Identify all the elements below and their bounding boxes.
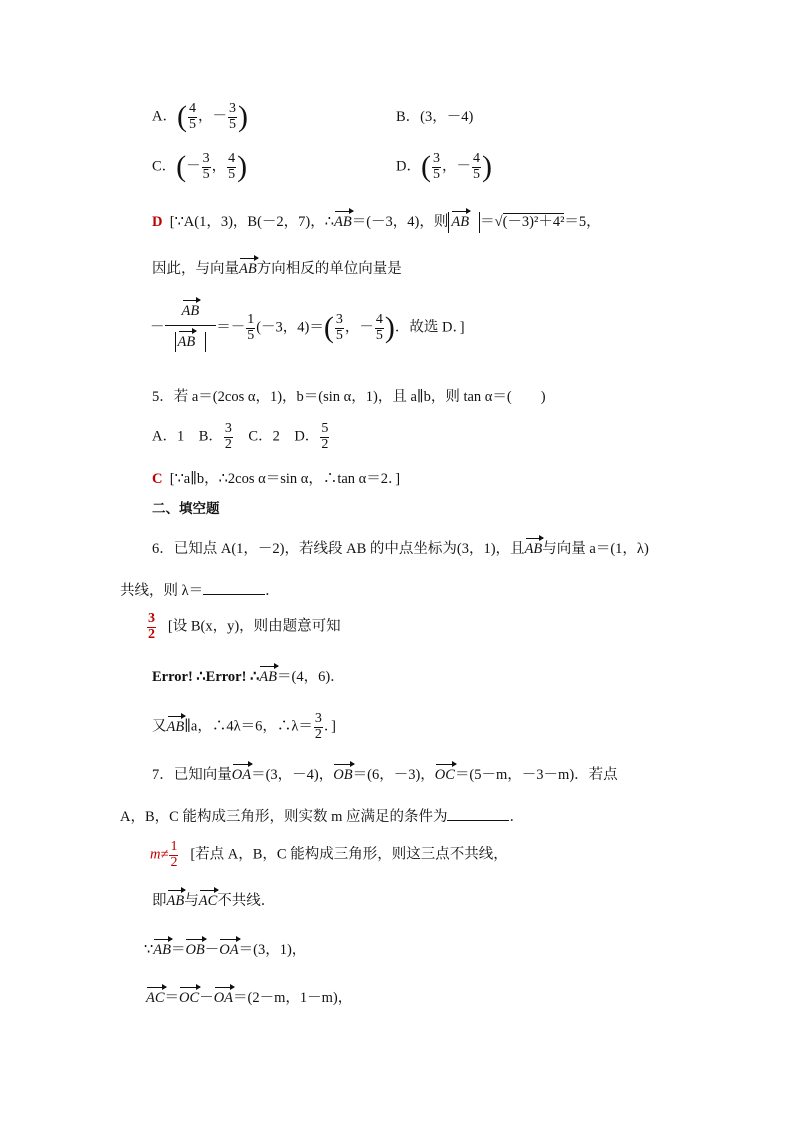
separator: ， [211, 158, 227, 175]
denominator: 5 [472, 166, 480, 182]
text: － [204, 942, 220, 958]
numerator: 3 [224, 421, 232, 436]
q6-solution-line3 [152, 712, 336, 742]
denominator: 5 [247, 327, 255, 343]
text: ＝(3，1)， [238, 942, 307, 958]
fraction [188, 102, 197, 132]
text: ∥a，∴4λ＝6，∴λ＝ [184, 718, 313, 735]
numerator: 3 [202, 151, 210, 166]
denominator: 2 [224, 436, 232, 452]
text: 与向量 a＝(1，λ) [542, 541, 649, 557]
q4-solution-line3 [150, 304, 465, 352]
vector-ab: AB [451, 214, 470, 230]
q6-solution-line2 [152, 670, 345, 685]
answer-blank [203, 582, 265, 595]
denominator: 5 [335, 327, 343, 343]
q4-option-b: B．(3，－4) [396, 109, 474, 125]
vector-oa: OA [231, 767, 252, 783]
abs-value [175, 332, 207, 353]
q4-solution-line2 [152, 262, 402, 277]
q7-solution-line3 [144, 943, 306, 958]
vector-ab: AB [166, 893, 185, 909]
error-text: Error! ∴Error! ∴ [152, 669, 260, 685]
fraction [472, 152, 481, 182]
vector-ob: OB [333, 767, 353, 783]
left-paren: ( [323, 311, 334, 344]
vector-ab: AB [259, 669, 278, 685]
minus: － [150, 319, 165, 336]
answer-fraction [169, 840, 178, 870]
q5-stem: 5．若 a＝(2cos α，1)，b＝(sin α，1)，且 a∥b，则 tan α＝( ) [152, 389, 546, 405]
numerator [176, 304, 206, 325]
sqrt-icon: √ [494, 214, 503, 230]
text: ．] [323, 718, 337, 735]
text: [∵A(1，3)，B(－2，7)，∴ [169, 214, 334, 230]
denominator: 2 [170, 854, 178, 870]
denominator: 2 [314, 726, 322, 742]
vector-ac: AC [198, 893, 218, 909]
left-paren: ( [176, 100, 187, 134]
text: ＝(4，6)． [277, 669, 345, 685]
text: 方向相反的单位向量是 [256, 261, 402, 277]
text: 6．已知点 A(1，－2)，若线段 AB 的中点坐标为(3，1)，且 [152, 541, 525, 557]
right-paren: ) [237, 150, 248, 184]
q4-option-a [152, 102, 248, 132]
numerator: 4 [472, 151, 480, 166]
q5-solution [152, 472, 400, 487]
vector-ab: AB [333, 214, 352, 230]
option-label: C． [152, 158, 177, 175]
text: 与 [184, 893, 199, 909]
vector-ab: AB [166, 718, 185, 735]
text: C．2 D． [233, 428, 320, 445]
fraction [320, 422, 329, 452]
vector-ab: AB [181, 303, 200, 319]
right-paren: ) [481, 150, 492, 184]
text: 即 [152, 893, 167, 909]
denominator: 2 [321, 436, 329, 452]
q7-solution-line4 [146, 991, 352, 1006]
fraction [314, 712, 323, 742]
text: ．故选 D．] [394, 319, 465, 336]
denominator: 5 [228, 166, 236, 182]
right-paren: ) [237, 100, 248, 134]
right-paren: ) [384, 311, 395, 344]
fraction [228, 102, 237, 132]
text: A．1 B． [152, 428, 223, 445]
text: 不共线． [217, 893, 276, 909]
option-label: D． [396, 158, 421, 175]
text: 因此，与向量 [152, 261, 239, 277]
text: ＝(－3，4)，则 [351, 214, 449, 230]
numerator: 3 [314, 711, 322, 726]
text: 又 [152, 718, 167, 735]
unit-vector-fraction [165, 304, 217, 352]
separator: ，－ [344, 319, 374, 336]
fraction [224, 422, 233, 452]
minus: － [186, 158, 201, 175]
text: (－3，4)＝ [256, 319, 324, 336]
vector-oc: OC [434, 767, 455, 783]
q7-solution-line2 [152, 894, 275, 909]
numerator: 3 [432, 151, 440, 166]
q6-solution-line1 [146, 612, 341, 642]
text: ＝(6，－3)， [352, 767, 435, 783]
text: ＝5， [564, 214, 601, 230]
fraction [202, 152, 211, 182]
fraction [375, 313, 384, 343]
answer-text: m≠ [150, 846, 169, 863]
text: 共线，则 λ＝ [120, 583, 204, 599]
fraction [335, 313, 344, 343]
text: ＝(3，－4)， [251, 767, 334, 783]
text: A，B，C 能构成三角形，则实数 m 应满足的条件为 [120, 809, 448, 825]
q4-option-d [396, 152, 492, 182]
text: ＝(5－m，－3－m)．若点 [454, 767, 618, 783]
left-paren: ( [176, 150, 187, 184]
numerator: 1 [247, 311, 255, 327]
separator: ，－ [197, 108, 227, 125]
option-label: A． [152, 108, 177, 125]
denominator: 2 [148, 626, 155, 642]
text: － [199, 990, 214, 1006]
fraction [432, 152, 441, 182]
text: ＝ [480, 214, 495, 230]
q5-options [152, 422, 330, 452]
numerator: 4 [375, 311, 383, 327]
q7-stem-line1 [152, 768, 618, 783]
text: ∵ [144, 942, 154, 958]
denominator: 5 [375, 327, 383, 343]
vector-oa: OA [219, 942, 239, 958]
text: ． [265, 583, 280, 599]
denominator: 5 [432, 166, 440, 182]
abs-value [448, 212, 480, 233]
fraction [246, 313, 255, 343]
answer-letter: D [152, 214, 163, 230]
vector-ab: AB [524, 541, 543, 557]
sqrt-content: (－3)²＋4² [502, 214, 565, 230]
vector-ac: AC [146, 990, 165, 1006]
vector-ab: AB [177, 333, 196, 350]
q4-option-c [152, 152, 247, 182]
q6-stem-line1 [152, 542, 649, 557]
numerator: 4 [188, 101, 196, 116]
vector-oa: OA [213, 990, 234, 1006]
left-paren: ( [420, 150, 431, 184]
q7-stem-line2 [120, 808, 524, 825]
numerator: 1 [170, 839, 178, 854]
text: [若点 A，B，C 能构成三角形，则这三点不共线， [190, 846, 508, 863]
vector-ab: AB [153, 942, 171, 958]
text: [∵a∥b，∴2cos α＝sin α，∴tan α＝2．] [169, 471, 401, 487]
denominator: 5 [202, 166, 210, 182]
q7-solution-line1 [150, 840, 508, 870]
q4-solution-line1 [152, 212, 601, 233]
text: ． [509, 809, 524, 825]
numerator: 3 [148, 611, 155, 626]
denominator: 5 [188, 116, 196, 132]
denominator [165, 325, 217, 353]
text: ＝ [164, 990, 180, 1006]
text: ＝(2－m，1－m)， [233, 990, 353, 1006]
vector-ob: OB [185, 942, 205, 958]
numerator: 3 [228, 101, 236, 116]
text: ＝ [170, 942, 186, 958]
text: 7．已知向量 [152, 767, 232, 783]
denominator: 5 [228, 116, 236, 132]
vector-ab: AB [239, 261, 257, 277]
numerator: 4 [228, 151, 236, 166]
separator: ，－ [441, 158, 471, 175]
text: [设 B(x，y)，则由题意可知 [167, 618, 341, 635]
fraction [227, 152, 236, 182]
section-title: 二、填空题 [152, 501, 220, 517]
answer-letter: C [152, 471, 163, 487]
numerator: 5 [321, 421, 329, 436]
text: ＝－ [216, 319, 246, 336]
q6-stem-line2 [120, 582, 280, 599]
vector-oc: OC [179, 990, 200, 1006]
answer-blank [447, 808, 509, 821]
answer-fraction [147, 612, 156, 642]
numerator: 3 [335, 311, 343, 327]
